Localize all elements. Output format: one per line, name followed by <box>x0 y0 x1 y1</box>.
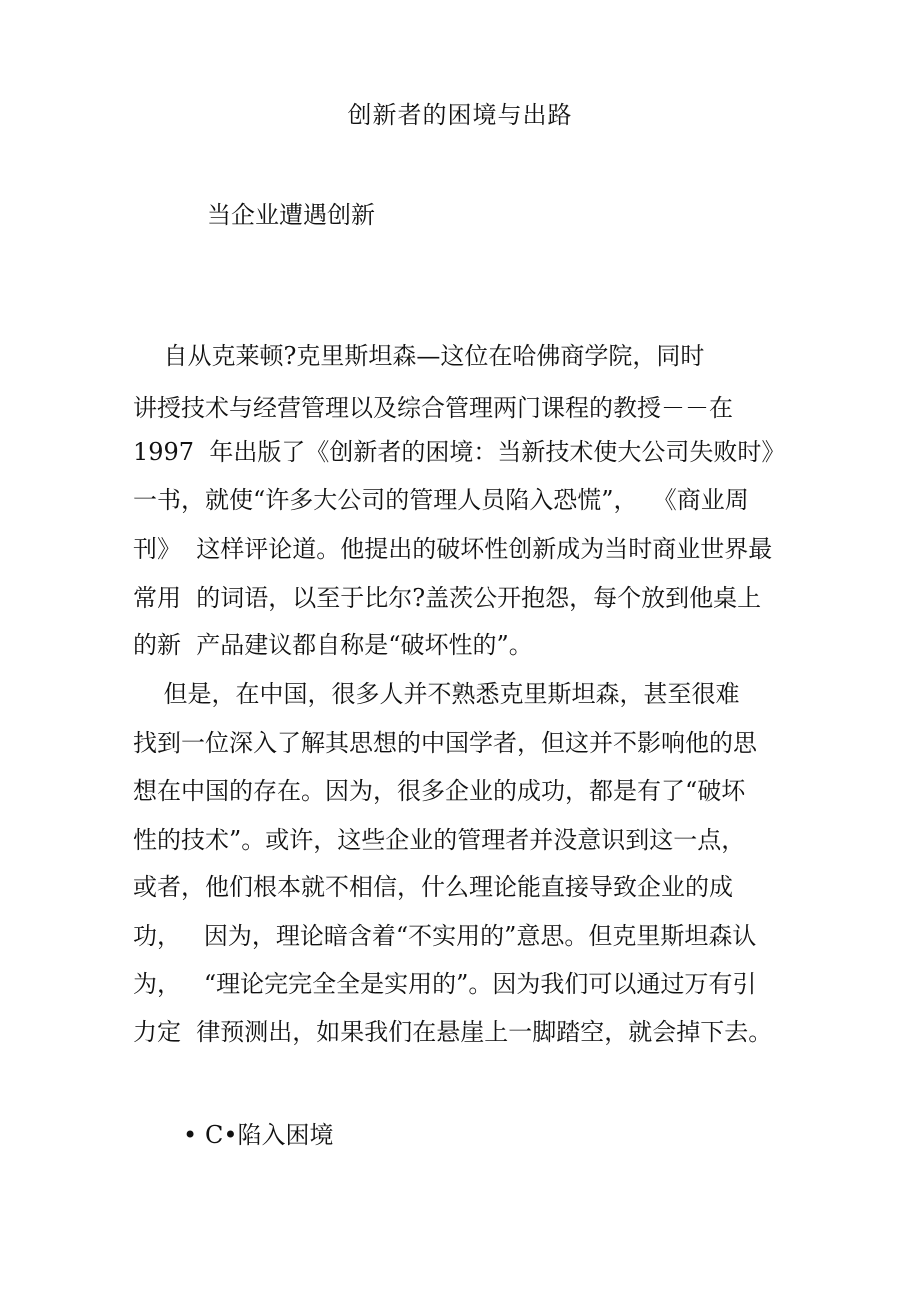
paragraph-line: 力定 律预测出，如果我们在悬崖上一脚踏空，就会掉下去。 <box>133 1018 773 1046</box>
paragraph-line: 性的技术”。或许，这些企业的管理者并没意识到这一点， <box>133 826 746 854</box>
paragraph-line: 的新 产品建议都自称是“破坏性的”。 <box>133 631 533 659</box>
paragraph-line: 想在中国的存在。因为，很多企业的成功，都是有了“破坏 <box>133 777 746 805</box>
paragraph-line: 一书，就使“许多大公司的管理人员陷入恐慌”， 《商业周 <box>133 486 749 514</box>
paragraph-line: 找到一位深入了解其思想的中国学者，但这并不影响他的思 <box>133 729 757 757</box>
paragraph-line: 为， “理论完完全全是实用的”。因为我们可以通过万有引 <box>133 970 757 998</box>
bullet-text: C•陷入困境 <box>205 1121 334 1149</box>
paragraph-line: 刊》 这样评论道。他提出的破坏性创新成为当时商业世界最 <box>133 535 773 563</box>
paragraph-line: 讲授技术与经营管理以及综合管理两门课程的教授－－在 <box>133 394 733 422</box>
paragraph-line: 1997 年出版了《创新者的困境：当新技术使大公司失败时》 <box>133 438 786 466</box>
bullet-marker: • <box>183 1121 198 1149</box>
bullet-item <box>183 1118 334 1152</box>
paragraph-line: 但是，在中国，很多人并不熟悉克里斯坦森，甚至很难 <box>133 680 740 708</box>
paragraph-line: 功， 因为，理论暗含着“不实用的”意思。但克里斯坦森认 <box>133 922 757 950</box>
paragraph-line: 自从克莱顿?克里斯坦森—这位在哈佛商学院，同时 <box>133 342 705 370</box>
section-subtitle: 当企业遭遇创新 <box>207 201 375 229</box>
paragraph-line: 常用 的词语，以至于比尔?盖茨公开抱怨，每个放到他桌上 <box>133 584 762 612</box>
document-title: 创新者的困境与出路 <box>347 101 573 129</box>
paragraph-line: 或者，他们根本就不相信，什么理论能直接导致企业的成 <box>133 873 733 901</box>
